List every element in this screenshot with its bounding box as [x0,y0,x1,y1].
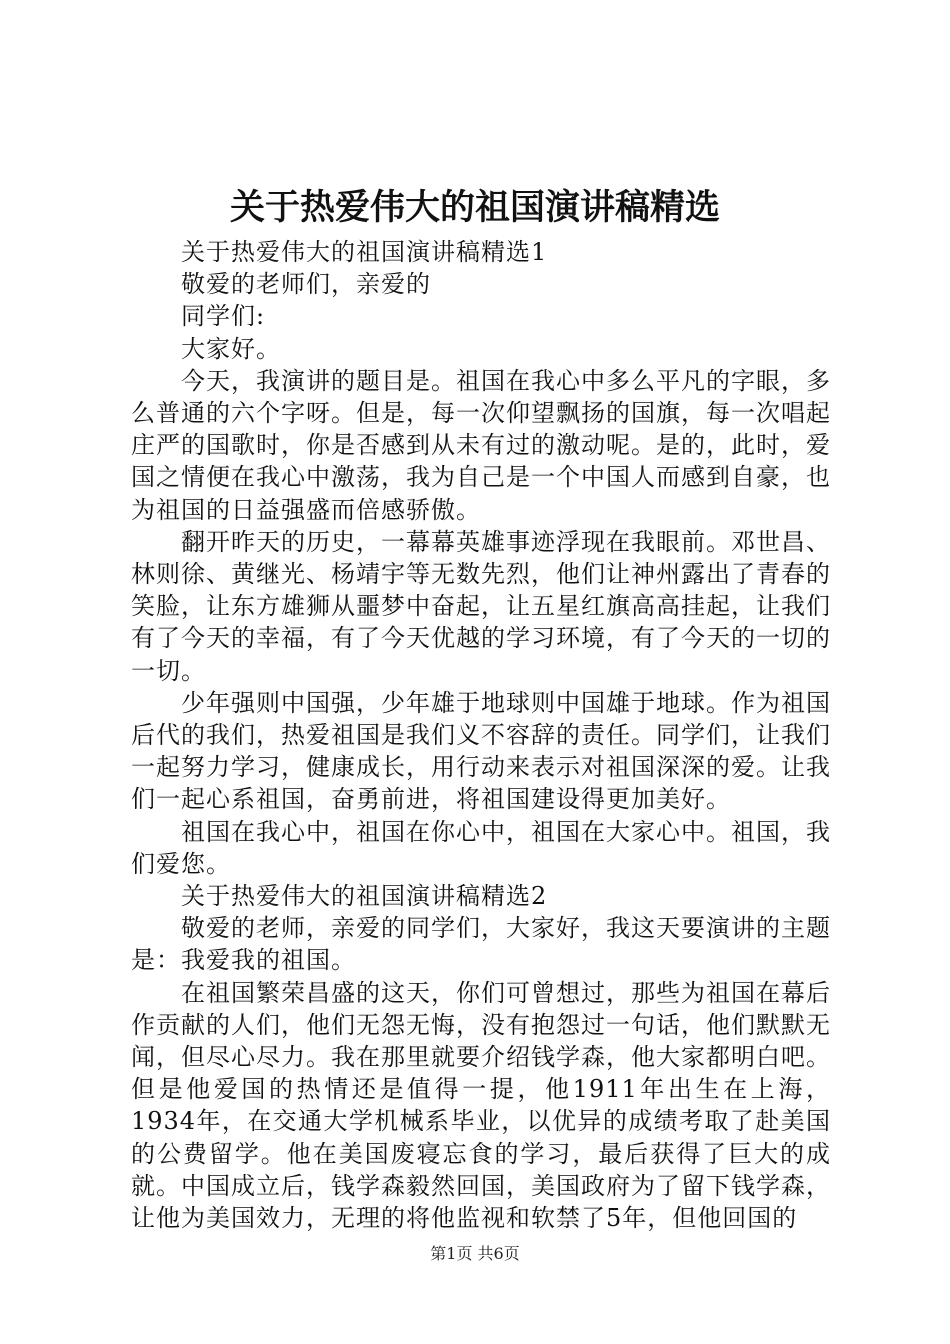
section-heading-1: 关于热爱伟大的祖国演讲稿精选1 [181,238,548,266]
greeting: 大家好。 [181,334,281,363]
page-footer: 第1页 共6页 [430,1244,520,1263]
paragraph: 翻开昨天的历史，一幕幕英雄事迹浮现在我眼前。邓世昌、林则徐、黄继光、杨靖宇等无数先烈，他们让神州露出了青春的笑脸，让东方雄狮从噩梦中奋起，让五星红旗高高挂起，让我们有了今天的幸福，有了今天优越的学习环境，有了今天的一切的一切。 [131,527,831,685]
paragraph: 敬爱的老师，亲爱的同学们，大家好，我这天要演讲的主题是：我爱我的祖国。 [131,914,831,975]
document-title: 关于热爱伟大的祖国演讲稿精选 [229,187,720,228]
section-heading-2: 关于热爱伟大的祖国演讲稿精选2 [181,882,548,911]
paragraph: 在祖国繁荣昌盛的这天，你们可曾想过，那些为祖国在幕后作贡献的人们，他们无怨无悔，没有抱怨过一句话，他们默默无闻，但尽心尽力。我在那里就要介绍钱学森，他大家都明白吧。但是他爱国的热情还是值得一提，他1911年出生在上海，1934年，在交通大学机械系毕业，以优异的成绩考取了赴美国的公费留学。他在美国废寝忘食的学习，最后获得了巨大的成就。中国成立后，钱学森毅然回国，美国政府为了留下钱学森，让他为美国效力，无理的将他监视和软禁了5年，但他回国的 [131,978,831,1233]
salutation-continued: 同学们: [181,302,266,331]
paragraph: 祖国在我心中，祖国在你心中，祖国在大家心中。祖国，我们爱您。 [131,817,831,878]
paragraph: 少年强则中国强，少年雄于地球则中国雄于地球。作为祖国后代的我们，热爱祖国是我们义不容辞的责任。同学们，让我们一起努力学习，健康成长，用行动来表示对祖国深深的爱。让我们一起心系祖国，奋勇前进，将祖国建设得更加美好。 [131,688,831,814]
paragraph: 今天，我演讲的题目是。祖国在我心中多么平凡的字眼，多么普通的六个字呀。但是，每一次仰望飘扬的国旗，每一次唱起庄严的国歌时，你是否感到从未有过的激动呢。是的，此时，爱国之情便在我心中激荡，我为自己是一个中国人而感到自豪，也为祖国的日益强盛而倍感骄傲。 [131,366,831,524]
document-body [131,236,831,1234]
salutation: 敬爱的老师们，亲爱的 [181,270,431,299]
